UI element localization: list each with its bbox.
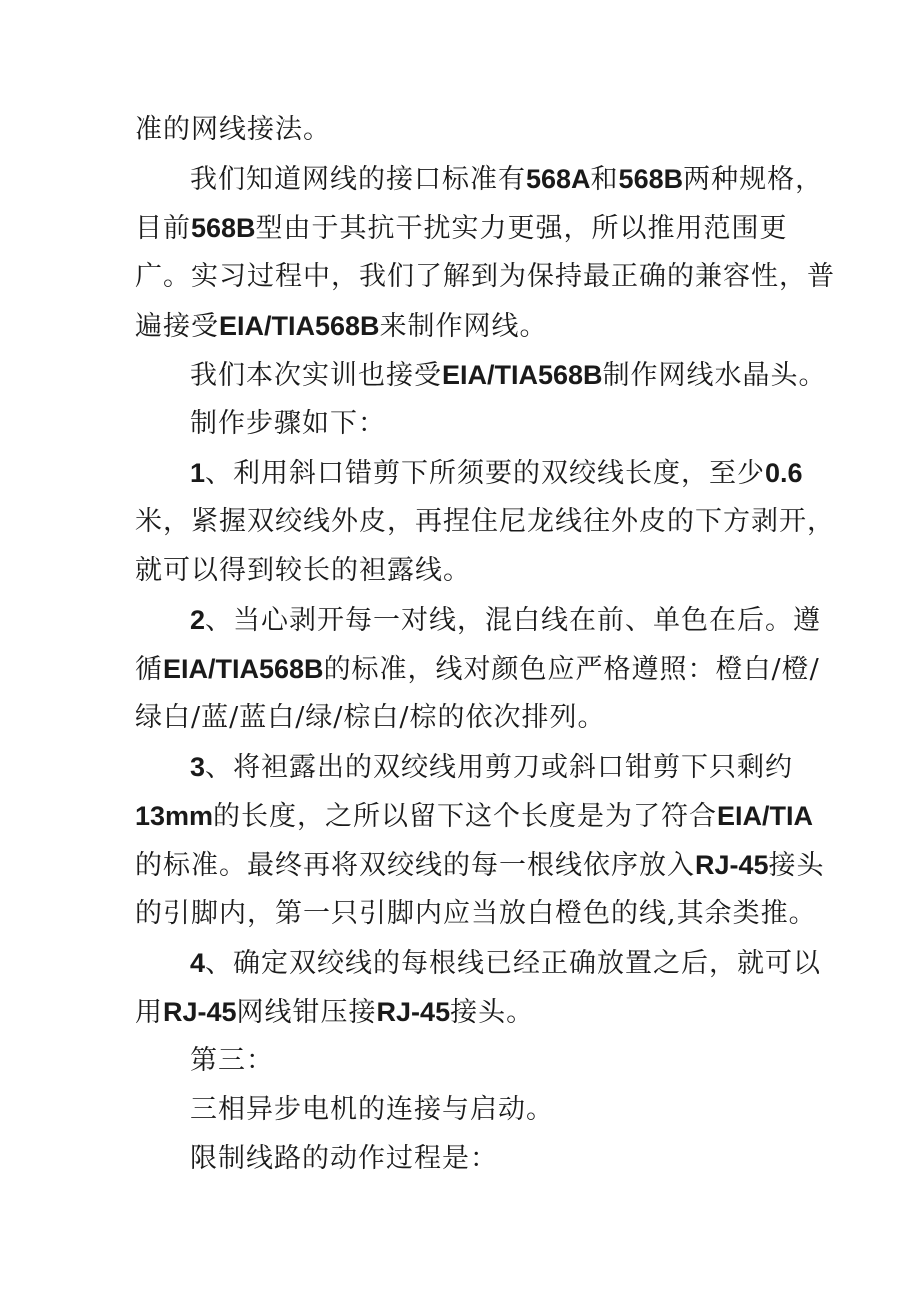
text-segment: 限制线路的动作过程是： (190, 1143, 498, 1174)
text-segment: 米，紧握双绞线外皮，再捏住尼龙线往外皮的下方剥开， (135, 506, 835, 537)
text-line (135, 309, 548, 344)
text-segment: 、利用斜口错剪下所须要的双绞线长度，至少 (205, 458, 766, 489)
bold-text-segment: RJ-45 (695, 850, 769, 880)
bold-text-segment: 1 (190, 458, 206, 488)
text-line (190, 1093, 554, 1127)
bold-text-segment: 568A (526, 164, 591, 194)
bold-text-segment: EIA/TIA (717, 801, 814, 831)
bold-text-segment: EIA/TIA568B (219, 311, 380, 341)
text-segment: 接头。 (450, 997, 535, 1028)
text-line (190, 456, 803, 491)
text-line (135, 701, 605, 735)
text-segment: 我们本次实训也接受 (190, 360, 442, 391)
text-line (135, 799, 813, 834)
text-line (135, 505, 835, 539)
text-line (135, 652, 820, 687)
bold-text-segment: RJ-45 (376, 997, 451, 1027)
bold-text-segment: EIA/TIA568B (442, 360, 603, 390)
text-line (135, 995, 534, 1030)
text-segment: 制作网线水晶头。 (602, 360, 827, 391)
bold-text-segment: 2 (190, 605, 206, 635)
text-segment: 的引脚内，第一只引脚内应当放白橙色的线,其余类推。 (135, 898, 817, 929)
text-line (135, 848, 825, 883)
text-line (135, 113, 331, 147)
bold-text-segment: 13mm (135, 801, 214, 831)
bold-text-segment: 3 (190, 752, 206, 782)
text-line (190, 946, 821, 981)
bold-text-segment: 568B (191, 213, 256, 243)
text-segment: 来制作网线。 (379, 311, 548, 342)
text-segment: 两种规格， (683, 164, 824, 195)
text-line (190, 1044, 274, 1078)
text-segment: 广。实习过程中，我们了解到为保持最正确的兼容性，普 (135, 261, 835, 292)
text-segment: 绿白/蓝/蓝白/绿/棕白/棕的依次排列。 (135, 702, 606, 733)
text-segment: 遍接受 (135, 311, 219, 342)
text-line (135, 897, 817, 931)
text-segment: 型由于其抗干扰实力更强，所以推用范围更 (255, 213, 788, 244)
text-segment: 接头 (768, 850, 825, 881)
text-segment: 、当心剥开每一对线，混白线在前、单色在后。遵 (205, 605, 822, 636)
text-segment: 、将袒露出的双绞线用剪刀或斜口钳剪下只剩约 (205, 752, 794, 783)
bold-text-segment: 4 (190, 948, 206, 978)
text-segment: 第三： (190, 1045, 274, 1076)
text-segment: 制作步骤如下： (190, 408, 386, 439)
text-line (190, 1142, 498, 1176)
text-segment: 就可以得到较长的袒露线。 (135, 555, 471, 586)
text-line (190, 162, 823, 197)
text-segment: 准的网线接法。 (135, 114, 331, 145)
text-segment: 、确定双绞线的每根线已经正确放置之后，就可以 (205, 948, 822, 979)
text-segment: 和 (590, 164, 619, 195)
text-segment: 的长度，之所以留下这个长度是为了符合 (213, 801, 718, 832)
text-segment: 网线钳压接 (236, 997, 377, 1028)
text-segment: 我们知道网线的接口标准有 (190, 164, 526, 195)
text-line (190, 603, 821, 638)
bold-text-segment: 568B (618, 164, 684, 194)
text-segment: 的标准。最终再将双绞线的每一根线依序放入 (135, 850, 695, 881)
text-line (190, 750, 793, 785)
bold-text-segment: EIA/TIA568B (163, 654, 324, 684)
text-segment: 三相异步电机的连接与启动。 (190, 1094, 554, 1125)
bold-text-segment: 0.6 (765, 458, 803, 488)
text-line (190, 407, 386, 441)
text-line (135, 554, 471, 588)
text-segment: 用 (135, 997, 163, 1028)
text-segment: 循 (135, 654, 163, 685)
text-segment: 的标准，线对颜色应严格遵照：橙白/橙/ (323, 654, 820, 685)
text-line (135, 211, 788, 246)
bold-text-segment: RJ-45 (163, 997, 237, 1027)
text-line (135, 260, 835, 294)
text-line (190, 358, 827, 393)
text-segment: 目前 (135, 213, 191, 244)
